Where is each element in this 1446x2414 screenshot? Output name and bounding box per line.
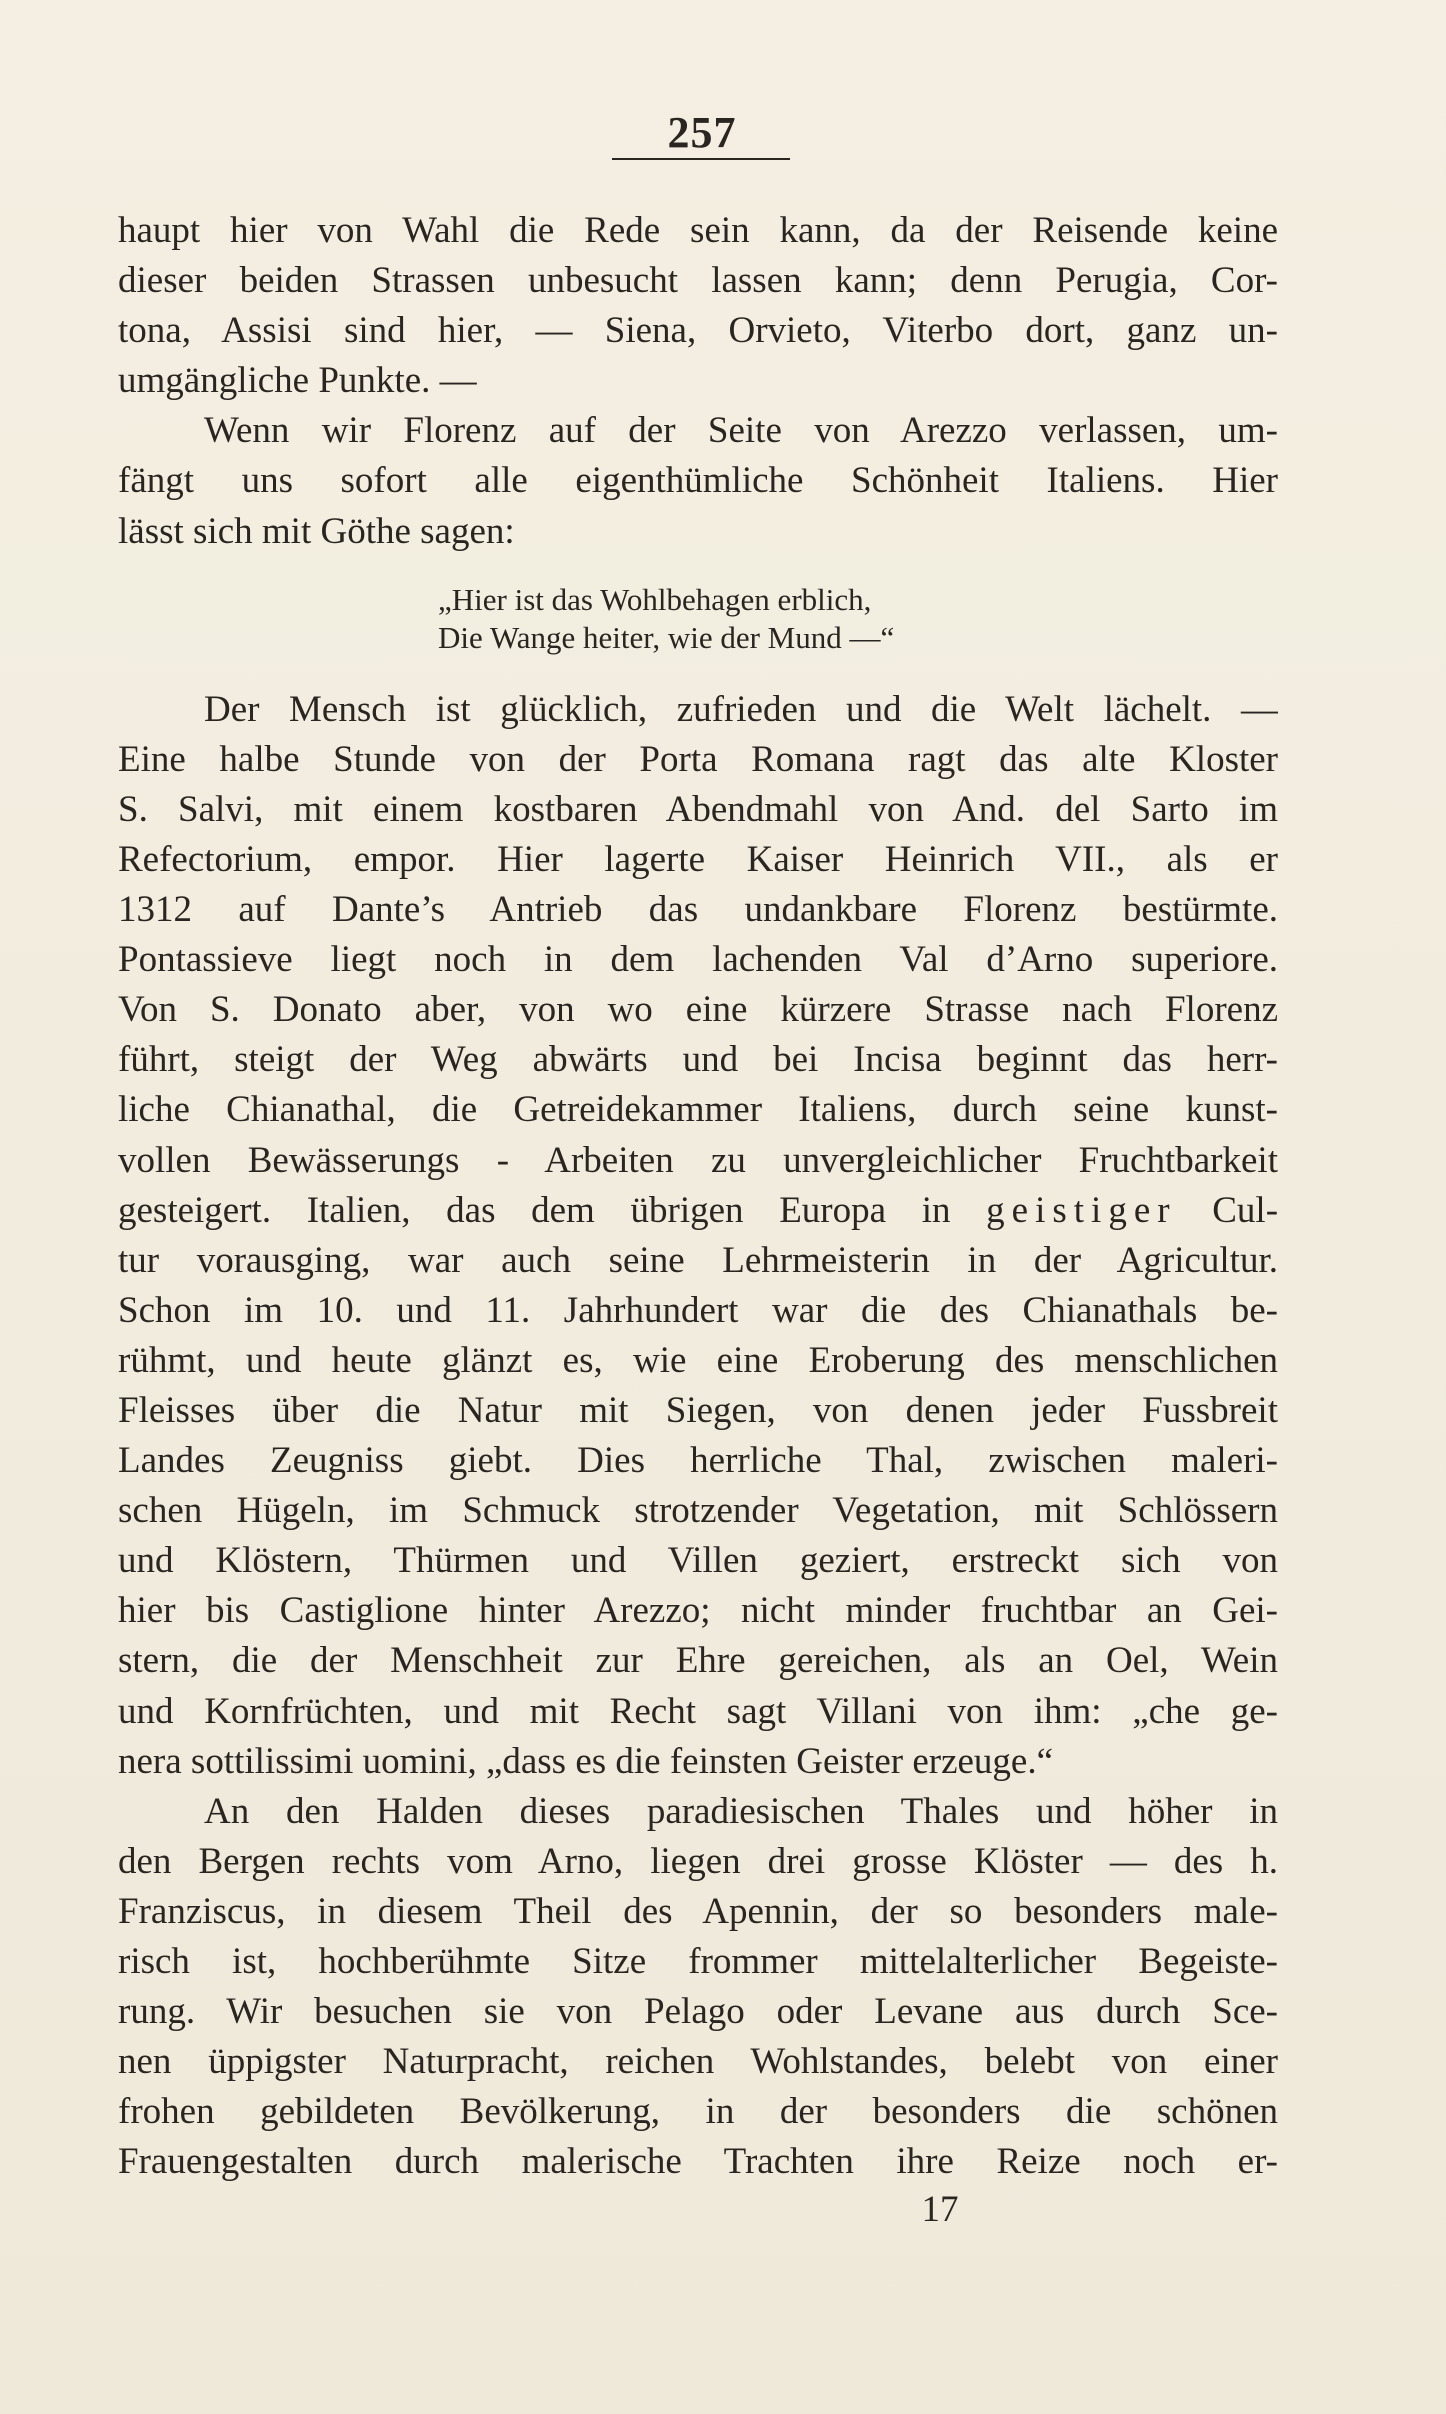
paragraph-3 bbox=[118, 685, 1278, 1787]
text-line: 1312 auf Dante’s Antrieb das undankbare Florenz bestürmte. bbox=[118, 889, 1278, 931]
text-line: Wenn wir Florenz auf der Seite von Arezzo verlassen, um- bbox=[204, 410, 1278, 452]
text-line: fängt uns sofort alle eigenthümliche Schönheit Italiens. Hier bbox=[118, 460, 1278, 502]
text-line-spaced bbox=[118, 1186, 1278, 1236]
spaced-emphasis: geistiger bbox=[986, 1189, 1177, 1231]
text-line: risch ist, hochberühmte Sitze frommer mittelalterlicher Begeiste- bbox=[118, 1941, 1278, 1982]
text-line: haupt hier von Wahl die Rede sein kann, da der Reisende keine bbox=[118, 210, 1278, 251]
text-line: tona, Assisi sind hier, — Siena, Orvieto, Viterbo dort, ganz un- bbox=[118, 310, 1278, 352]
text-line: Der Mensch ist glücklich, zufrieden und die Welt lächelt. — bbox=[204, 688, 1278, 730]
quote-line: Die Wange heiter, wie der Mund —“ bbox=[438, 619, 895, 655]
text-line: den Bergen rechts vom Arno, liegen drei grosse Klöster — des h. bbox=[118, 1840, 1278, 1882]
text-line: Frauengestalten durch malerische Trachten ihre Reize noch er- bbox=[118, 2141, 1278, 2183]
text-line: schen Hügeln, im Schmuck strotzender Vegetation, mit Schlössern bbox=[118, 1490, 1278, 1532]
paragraph-1 bbox=[118, 206, 1278, 406]
text-line: rühmt, und heute glänzt es, wie eine Eroberung des menschlichen bbox=[118, 1339, 1278, 1381]
text-line: Von S. Donato aber, von wo eine kürzere Strasse nach Florenz bbox=[118, 989, 1278, 1031]
text-line: lässt sich mit Göthe sagen: bbox=[118, 510, 515, 552]
text-line: hier bis Castiglione hinter Arezzo; nicht minder fruchtbar an Gei- bbox=[118, 1590, 1278, 1632]
text-line: und Klöstern, Thürmen und Villen geziert, erstreckt sich von bbox=[118, 1540, 1278, 1582]
text-line: An den Halden dieses paradiesischen Thales und höher in bbox=[204, 1790, 1278, 1832]
page-number-rule bbox=[612, 158, 790, 160]
text-line: stern, die der Menschheit zur Ehre gereichen, als an Oel, Wein bbox=[118, 1640, 1278, 1682]
text-line: rung. Wir besuchen sie von Pelago oder Levane aus durch Sce- bbox=[118, 1991, 1278, 2033]
body-text bbox=[118, 206, 1278, 2187]
text-segment: Cul- bbox=[1212, 1189, 1278, 1231]
text-line: führt, steigt der Weg abwärts und bei Incisa beginnt das herr- bbox=[118, 1039, 1278, 1081]
text-line: Eine halbe Stunde von der Porta Romana ragt das alte Kloster bbox=[118, 738, 1278, 780]
quote-line: „Hier ist das Wohlbehagen erblich, bbox=[438, 581, 872, 617]
text-line: vollen Bewässerungs - Arbeiten zu unvergleichlicher Fruchtbarkeit bbox=[118, 1139, 1278, 1181]
text-line: frohen gebildeten Bevölkerung, in der besonders die schönen bbox=[118, 2091, 1278, 2133]
text-line: nen üppigster Naturpracht, reichen Wohlstandes, belebt von einer bbox=[118, 2041, 1278, 2083]
text-line: tur vorausging, war auch seine Lehrmeisterin in der Agricultur. bbox=[118, 1239, 1278, 1281]
text-line: Refectorium, empor. Hier lagerte Kaiser Heinrich VII., als er bbox=[118, 838, 1278, 880]
text-line: liche Chianathal, die Getreidekammer Italiens, durch seine kunst- bbox=[118, 1089, 1278, 1131]
signature-mark: 17 bbox=[921, 2189, 959, 2230]
text-line: umgängliche Punkte. — bbox=[118, 360, 477, 402]
text-line: Franziscus, in diesem Theil des Apennin, der so besonders male- bbox=[118, 1890, 1278, 1932]
text-segment: gesteigert. Italien, das dem übrigen Europa in bbox=[118, 1189, 951, 1231]
text-line: Pontassieve liegt noch in dem lachenden Val d’Arno superiore. bbox=[118, 939, 1278, 981]
paragraph-2 bbox=[118, 406, 1278, 556]
text-line: Fleisses über die Natur mit Siegen, von denen jeder Fussbreit bbox=[118, 1389, 1278, 1431]
text-line: und Kornfrüchten, und mit Recht sagt Villani von ihm: „che ge- bbox=[118, 1690, 1278, 1732]
paragraph-4 bbox=[118, 1787, 1278, 2188]
text-line: S. Salvi, mit einem kostbaren Abendmahl von And. del Sarto im bbox=[118, 788, 1278, 830]
text-line: nera sottilissimi uomini, „dass es die feinsten Geister erzeuge.“ bbox=[118, 1740, 1054, 1782]
text-line: Schon im 10. und 11. Jahrhundert war die des Chianathals be- bbox=[118, 1289, 1278, 1331]
text-line: dieser beiden Strassen unbesucht lassen kann; denn Perugia, Cor- bbox=[118, 260, 1278, 302]
goethe-quote bbox=[118, 557, 1278, 685]
text-line: Landes Zeugniss giebt. Dies herrliche Thal, zwischen maleri- bbox=[118, 1440, 1278, 1482]
page-number: 257 bbox=[667, 108, 737, 157]
